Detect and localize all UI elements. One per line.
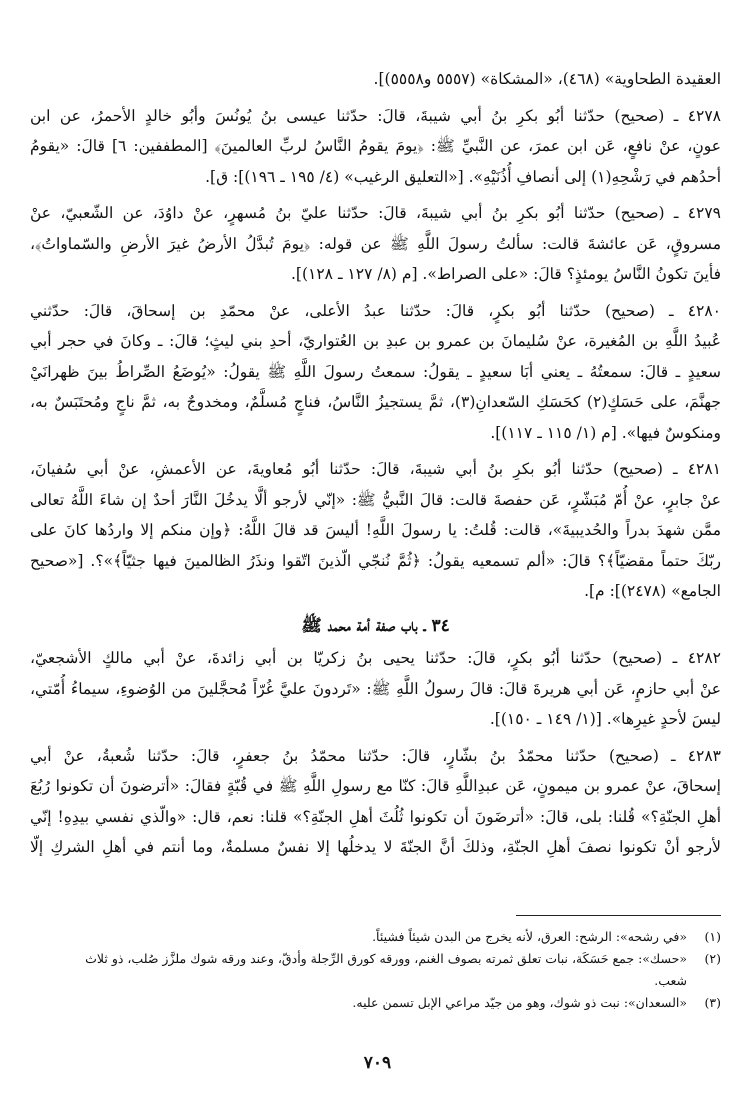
hadith-4279 <box>30 198 721 290</box>
footnote-2 <box>30 948 721 970</box>
footnote-number: (٣) <box>704 994 721 1010</box>
footnote-2-continuation: شعب. <box>654 972 687 988</box>
hadith-4282 <box>30 643 721 735</box>
text-line: ٤٢٨٢ ـ (صحيح) حدّثنا أبُو بكرٍ، قالَ: حدّثنا يحيى بنُ زكريّا بن أبي زائدةَ، عنْ أبي مالكٍ الأشجعيّ، <box>30 649 721 667</box>
hadith-4278 <box>30 101 721 193</box>
footnote-text: «حسك»: جمع حَسَكَة، نبات تعلق ثمرته بصوف الغنم، وورقه كورق الرِّجلة وأدقّ، وعند ورقه شوك ملزَّز صُلب، ذو ثلاث <box>85 950 687 966</box>
text-line: ٤٢٧٩ ـ (صحيح) حدّثنا أبُو بكرِ بنُ أبي شيبةَ، قالَ: حدّثنا عليّ بنُ مُسهرٍ، عنْ داوُدَ، عن الشّعبيّ، عنْ <box>30 204 721 222</box>
text-line: ليسَ لأحدٍ غيرِها». [(١/ ١٤٩ ـ ١٥٠)]. <box>489 710 721 728</box>
text-line: لأرجو أنْ تكونوا نصفَ أهلِ الجنّةِ، وذلكَ أنَّ الجنّةَ لا يدخلُها إلا نفسٌ مسلمةٌ، وما أنتم في أهلِ الشركِ إلّا <box>30 838 721 856</box>
text-line: ممَّن شهدَ بدراً والحُديبيةَ»، قالت: قُلتُ: يا رسولَ اللَّهِ! أليسَ قد قالَ اللَّهُ: ﴿وإن منكم إلا واردُها كانَ على <box>30 521 721 539</box>
footnote-divider <box>516 915 721 916</box>
text-line: جهنَّمَ، على حَسَكٍ(٢) كحَسَكِ السّعدانِ(٣)، ثمَّ يستجيزُ النَّاسُ، فناجٍ مُسلَّمٌ، ومخدوجٌ به، ثمَّ ناجٍ ومُحتَبَسٌ به، <box>30 393 721 411</box>
footnote-number: (١) <box>704 928 721 944</box>
text-line: سعيدٍ ـ قالَ: سمعتُهُ ـ يعني أبَا سعيدٍ ـ يقولُ: سمعتُ رسولَ اللَّهِ ﷺ يقولُ: «يُوضَعُ الصِّراطُ بينَ ظهرانَيْ <box>30 362 721 381</box>
text-line: ٤٢٨٠ ـ (صحيح) حدّثنا أبُو بكرٍ، قالَ: حدّثنا عبدُ الأعلى، عنْ محمّدِ بن إسحاقَ، قالَ: حدّثني <box>30 301 721 320</box>
footnote-text: «في رشحه»: الرشح: العرق، لأنه يخرج من البدن شيئاً فشيئاً. <box>372 928 687 944</box>
footnote-text: «السعدان»: نبت ذو شوك، وهو من جيّد مراعي الإبل تسمن عليه. <box>352 994 687 1010</box>
footnotes <box>30 926 721 1014</box>
text-line: عنْ جابرٍ، عنْ أُمّ مُبَشّرٍ، عَن حفصةَ قالت: قالَ النَّبيُّ ﷺ: «إنّي لأرجو ألَّا يدخُلَ النَّارَ أحدٌ إن شاءَ اللَّهُ تعالى <box>30 490 721 509</box>
text-line: الجامع» (٢٤٧٨)]: م]. <box>584 582 721 600</box>
page-number: ٧٠٩ <box>363 1053 392 1073</box>
text-line: ٤٢٨١ ـ (صحيح) حدّثنا أبُو بكرِ بنُ أبي شيبةَ، قالَ: حدّثنا أبُو مُعاويةَ، عن الأعمشِ، عنْ أبي سُفيانَ، <box>30 460 721 478</box>
text-line: أهلِ الجنّةِ؟» قُلنا: بلى، قالَ: «أترضَونَ أن تكونوا ثُلُثَ أهلِ الجنّةِ؟» قلنا: نعم، قال: «والّذي نفسي بيدِهِ! إنّي <box>30 807 721 826</box>
chapter-title: ٣٤ ـ باب صفة أمة محمد ﷺ <box>301 615 450 636</box>
text-line: ومنكوسٌ فيها». [م (١/ ١١٥ ـ ١١٧)]. <box>490 423 721 442</box>
footnote-1 <box>30 926 721 948</box>
footnote-3 <box>30 992 721 1014</box>
text-line: مسروقٍ، عَن عائشةَ قالت: سألتُ رسولَ اللَّهِ ﷺ عن قوله: ﴿يومَ تُبدَّلُ الأرضُ غيرَ الأرضِ والسّماواتُ﴾، <box>30 234 721 253</box>
text-line: ٤٢٨٣ ـ (صحيح) حدّثنا محمّدُ بنُ بشّارٍ، قالَ: حدّثنا محمّدُ بنُ جعفرٍ، قالَ: حدّثنا شُعبةُ، عنْ أبي <box>30 746 721 765</box>
text-line: عنْ أبي حازمٍ، عَن أبي هريرةَ قالَ: قالَ رسولُ اللَّهِ ﷺ: «تَردونَ عليَّ غُرّاً مُحجَّلينَ من الوُضوءِ، سيماءُ أُمّتي، <box>30 679 721 698</box>
text-line: ربّكَ حتماً مقضيّاً﴾؟ قالَ: «ألم تسمعيه يقولُ: ﴿ثُمَّ نُنجّي الّذينَ اتّقوا ونذَرُ الظالمينَ فيها جثيّاً﴾»؟. [«صحيح <box>30 551 721 570</box>
text-line: ٤٢٧٨ ـ (صحيح) حدّثنا أبُو بكرِ بنُ أبي شيبةَ، قالَ: حدّثنا عيسى بنُ يُونُسَ وأبُو خالدٍ الأحمرُ، عن ابن <box>30 106 721 125</box>
text-line: إسحاقَ، عنْ عمرو بن ميمونٍ، عَن عبدِاللَّهِ قالَ: كنّا مع رسولِ اللَّهِ ﷺ في قُبّةٍ فقالَ: «أترضونَ أن تكونوا رُبُعَ <box>30 777 721 795</box>
text-line: أحدُهم في رَشْحِهِ(١) إلى أنصافِ أُذُنَيْهِ». [«التعليق الرغيب» (٤/ ١٩٥ ـ ١٩٦)]: ق]. <box>205 167 721 186</box>
hadith-4280 <box>30 296 721 449</box>
hadith-4283 <box>30 741 721 863</box>
footnote-number: (٢) <box>704 950 721 966</box>
text-line: عونٍ، عنْ نافعٍ، عَن ابن عمرَ، عن النَّبيِّ ﷺ: ﴿يومَ يقومُ النَّاسُ لربِّ العالمينَ﴾ [المطففين: ٦] قالَ: «يقومُ <box>30 137 721 155</box>
text-line: عُبيدُ اللَّهِ بن المُغيرة، عنْ سُليمانَ بن عمرو بن عبدِ بن العُتواريّ، أحدِ بني ليثٍ؛ قالَ: ـ وكانَ في حجر أبي <box>30 332 721 350</box>
text-line: فأينَ تكونُ النَّاسُ يومئذٍ؟ قالَ: «على الصراط». [م (٨/ ١٢٧ ـ ١٢٨)]. <box>291 265 721 283</box>
hadith-4281 <box>30 454 721 607</box>
carryover-line: العقيدة الطحاوية» (٤٦٨)، «المشكاة» (٥٥٥٧ و٥٥٥٨)]. <box>373 70 721 88</box>
